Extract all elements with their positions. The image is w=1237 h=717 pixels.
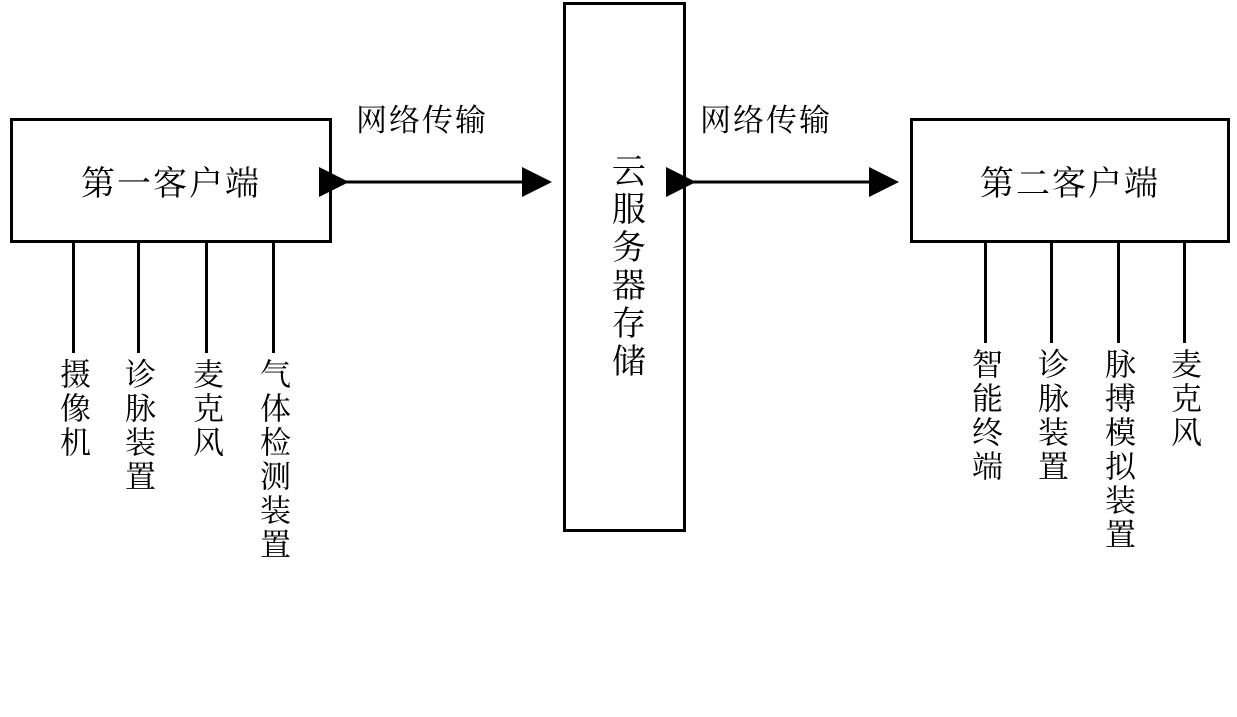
stem-left-2 (137, 243, 140, 353)
link-label-left: 网络传输 (356, 103, 488, 138)
stem-left-3 (205, 243, 208, 353)
node-second-client-label: 第二客户端 (980, 165, 1160, 203)
link-label-right: 网络传输 (700, 103, 832, 138)
device-label-right-1: 智能终端 (967, 348, 1002, 484)
device-label-left-1: 摄像机 (55, 358, 90, 460)
stem-right-2 (1050, 243, 1053, 343)
stem-right-3 (1117, 243, 1120, 343)
device-label-left-4: 气体检测装置 (255, 358, 290, 562)
stem-right-1 (984, 243, 987, 343)
node-cloud-server (563, 2, 686, 532)
device-label-left-2: 诊脉装置 (120, 358, 155, 494)
node-first-client-label: 第一客户端 (81, 165, 261, 203)
node-first-client (10, 118, 332, 243)
device-label-right-2: 诊脉装置 (1033, 348, 1068, 484)
device-label-left-3: 麦克风 (188, 358, 223, 460)
device-label-right-3: 脉搏模拟装置 (1100, 348, 1135, 552)
stem-left-4 (272, 243, 275, 353)
device-label-right-4: 麦克风 (1166, 348, 1201, 450)
node-cloud-server-label: 云服务器存储 (606, 153, 645, 381)
stem-right-4 (1183, 243, 1186, 343)
stem-left-1 (72, 243, 75, 353)
node-second-client (910, 118, 1230, 243)
